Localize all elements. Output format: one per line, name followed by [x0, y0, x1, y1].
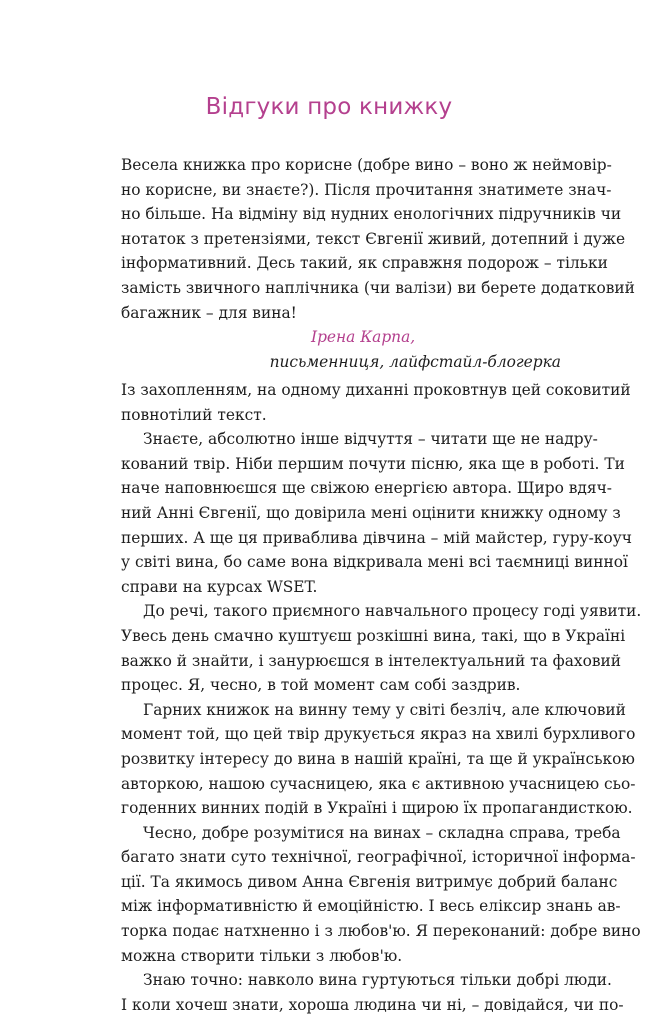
review-line: Чесно, добре розумітися на винах – складна справа, треба: [143, 823, 621, 842]
review-line: можна створити тільки з любов'ю.: [121, 946, 403, 965]
review-line: замість звичного наплічника (чи валізи) ви берете додатковий: [121, 278, 635, 297]
review-line: Знаєте, абсолютно інше відчуття – читати ще не надру-: [143, 430, 598, 449]
review-line: Весела книжка про корисне (добре вино – воно ж неймовір-: [121, 156, 612, 174]
review-line: кований твір. Ніби першим почути пісню, яка ще в роботі. Ти: [121, 454, 625, 473]
review-line: До речі, такого приємного навчального процесу годі уявити.: [143, 602, 642, 621]
review-line: справи на курсах WSET.: [121, 577, 318, 596]
review-author-name: Ірена Карпа,: [311, 328, 416, 347]
review-line: між інформативністю й емоційністю. І весь еліксир знань ав-: [121, 897, 621, 916]
review-line: ції. Та якимось дивом Анна Євгенія витримує добрий баланс: [121, 872, 618, 891]
review-first: [121, 153, 635, 374]
review-line: наче наповнюєшся ще свіжою енергією автора. Щиро вдяч-: [121, 479, 612, 498]
review-line: інформативний. Десь такий, як справжня подорож – тільки: [121, 254, 608, 273]
review-line: но більше. На відміну від нудних енологічних підручників чи: [121, 205, 622, 224]
page-title: Відгуки про книжку: [205, 94, 453, 120]
review-line: годенних винних подій в Україні і щирою їх пропагандисткою.: [121, 799, 633, 818]
review-line: Знаю точно: навколо вина гуртуються тільки добрі люди.: [143, 971, 612, 990]
review-line: багажник – для вина!: [121, 303, 297, 322]
review-line: Гарних книжок на винну тему у світі безліч, але ключовий: [143, 700, 626, 719]
review-line: процес. Я, чесно, в той момент сам собі заздрив.: [121, 676, 521, 695]
review-line: перших. А ще ця приваблива дівчина – мій майстер, гуру-коуч: [121, 528, 632, 547]
review-line: повнотілий текст.: [121, 405, 267, 424]
review-line: момент той, що цей твір друкується якраз на хвилі бурхливого: [121, 725, 636, 744]
review-line: важко й знайти, і занурюєшся в інтелектуальний та фаховий: [121, 651, 622, 670]
review-line: но корисне, ви знаєте?). Після прочитання знатимете знач-: [121, 180, 612, 199]
review-line: авторкою, нашою сучасницею, яка є активною учасницею сьо-: [121, 774, 636, 793]
review-line: багато знати суто технічної, географічної, історичної інформа-: [121, 848, 636, 867]
review-line: Увесь день смачно куштуєш розкішні вина, такі, що в Україні: [121, 626, 626, 645]
review-line: І коли хочеш знати, хороша людина чи ні, – довідайся, чи по-: [121, 995, 624, 1014]
review-line: торка подає натхненно і з любов'ю. Я переконаний: добре вино: [121, 922, 641, 941]
review-line: у світі вина, бо саме вона відкривала мені всі таємниці винної: [121, 553, 628, 572]
review-line: Із захопленням, на одному диханні проковтнув цей соковитий: [121, 381, 631, 399]
review-line: нотаток з претензіями, текст Євгенії живий, дотепний і дуже: [121, 229, 626, 248]
review-second: [121, 378, 642, 1017]
review-author-role: письменниця, лайфстайл-блогерка: [269, 352, 561, 371]
review-line: ний Анні Євгенії, що довірила мені оцінити книжку одному з: [121, 503, 621, 522]
review-line: розвитку інтересу до вина в нашій країні, та ще й українською: [121, 749, 635, 768]
